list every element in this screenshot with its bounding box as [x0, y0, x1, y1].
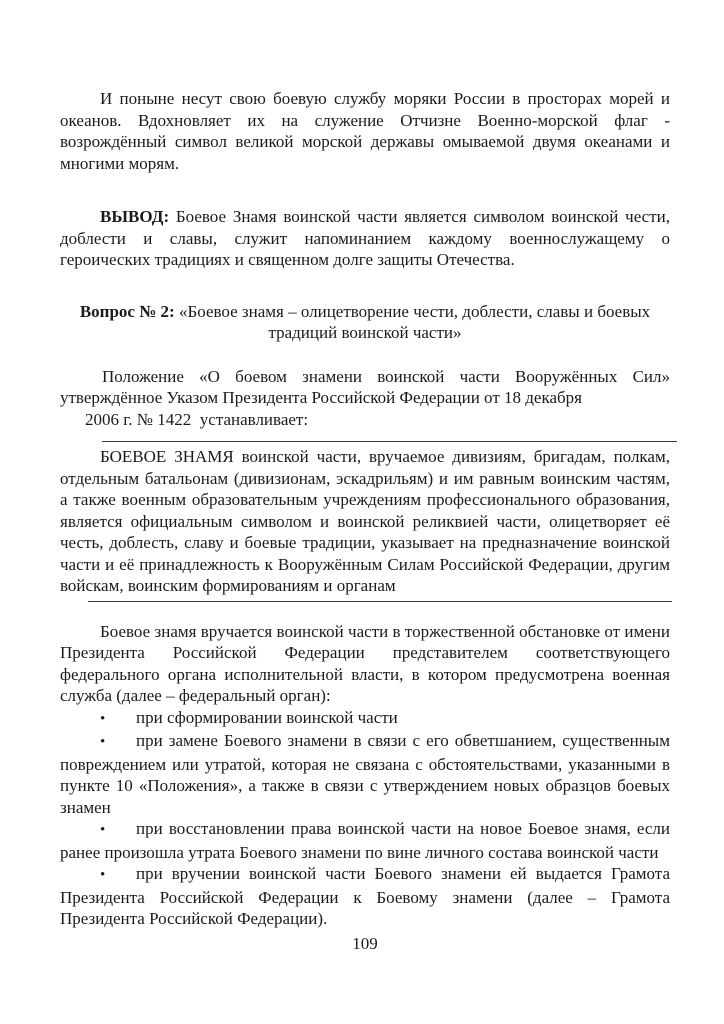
divider-line-top — [102, 441, 677, 442]
question-2-heading — [60, 301, 670, 344]
bullet-item — [60, 707, 670, 731]
bullet-item — [60, 863, 670, 930]
bullet-item — [60, 818, 670, 863]
page-number: 109 — [352, 933, 378, 953]
paragraph-banner-definition: БОЕВОЕ ЗНАМЯ воинской части, вручаемое дивизиям, бригадам, полкам, отдельным батальонам (дивизионам, эскадрильям) и им равным воинским частям, а также военным образовательным учреждениям профессионального образования, является официальным символом и воинской реликвией части, олицетворяет её честь, доблесть, славу и боевые традиции, указывает на предназначение воинской части и её принадлежность к Вооружённым Силам Российской Федерации, другим войскам, воинским формированиям и органам — [60, 447, 670, 595]
bullet-icon: • — [100, 710, 106, 727]
divider-line-bottom — [88, 601, 672, 602]
question-2-label: Вопрос № 2: — [79, 301, 175, 321]
bullet-list — [60, 707, 670, 930]
regulation-line: Положение «О боевом знамени воинской части Вооружённых Сил» — [102, 366, 670, 386]
regulation-line: 2006 г. № 1422 устанавливает: — [85, 409, 309, 429]
bullet-icon: • — [100, 822, 106, 838]
bullet-icon: • — [100, 734, 106, 750]
regulation-line: утверждённое Указом Президента Российской Федерации от 18 декабря — [60, 388, 582, 407]
question-2-title: «Боевое знамя – олицетворение чести, доблести, славы и боевых традиций воинской части» — [174, 301, 651, 342]
paragraph-presentation-intro: Боевое знамя вручается воинской части в торжественной обстановке от имени Президента Российской Федерации представителем соответствующего федерального органа исполнительной власти, в котором предусмотрена военная служба (далее – федеральный орган): — [60, 621, 670, 705]
regulation-reference — [60, 366, 670, 431]
bullet-text: при восстановлении права воинской части на новое Боевое знамя, если ранее произошла утрата Боевого знамени по вине личного состава воинской части — [60, 819, 670, 862]
paragraph-conclusion — [60, 206, 670, 271]
paragraph-navy-service: И поныне несут свою боевую службу моряки России в просторах морей и океанов. Вдохновляет их на служение Отчизне Военно-морской флаг - возрождённый символ великой морской державы омываемой двумя океанами и многими морям. — [60, 89, 670, 173]
conclusion-text: Боевое Знамя воинской части является символом воинской чести, доблести и славы, служит напоминанием каждому военнослужащему о героических традициях и священном долге защиты Отечества. — [60, 207, 670, 269]
bullet-item — [60, 730, 670, 818]
bullet-icon: • — [100, 867, 106, 883]
bullet-text: при вручении воинской части Боевого знамени ей выдается Грамота Президента Российской Федерации к Боевому знамени (далее – Грамота Президента Российской Федерации). — [60, 864, 670, 928]
bullet-text: при замене Боевого знамени в связи с его обветшанием, существенным повреждением или утратой, которая не связана с обстоятельствами, указанными в пункте 10 «Положения», а также в связи с утверждением новых образцов боевых знамен — [60, 731, 670, 817]
conclusion-label: ВЫВОД: — [100, 207, 170, 226]
bullet-text: при сформировании воинской части — [136, 707, 398, 727]
